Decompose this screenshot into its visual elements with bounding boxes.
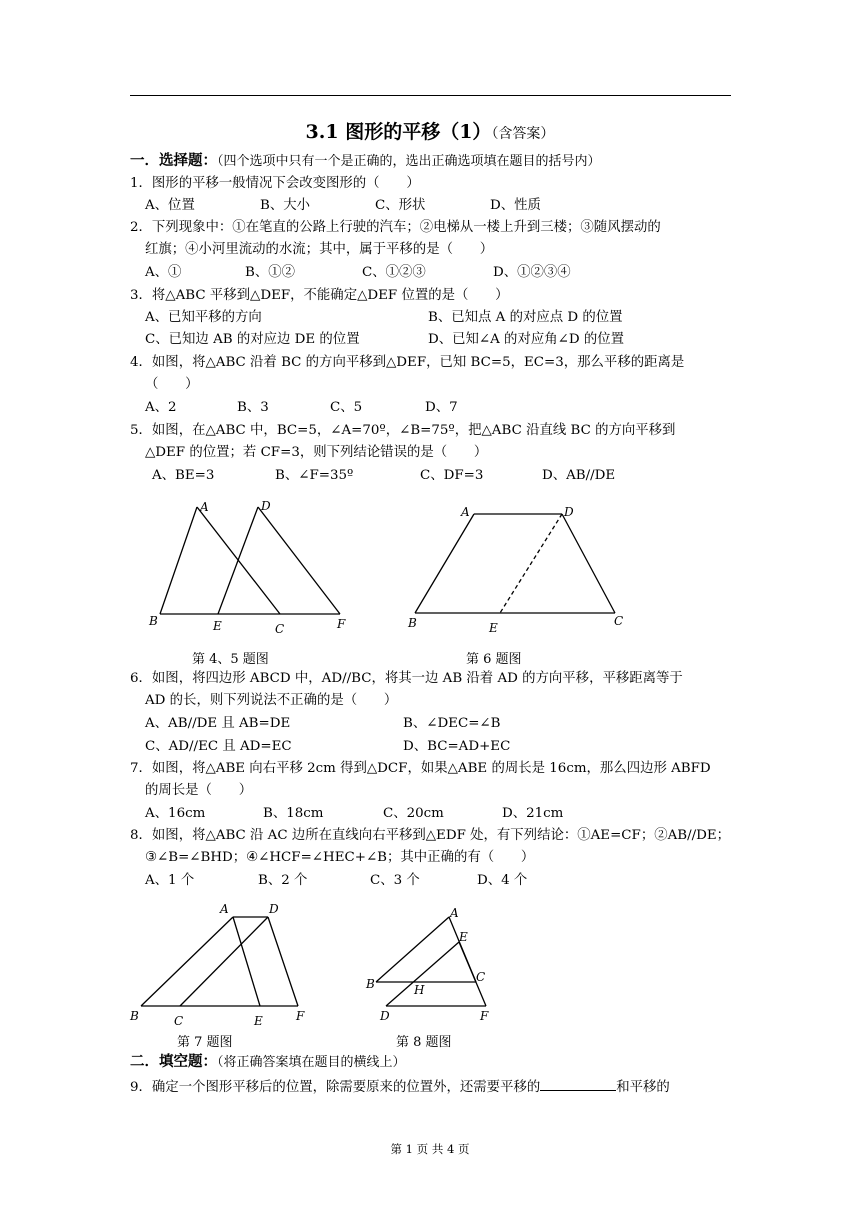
q7-line2: 的周长是（ ） (145, 783, 253, 798)
q8-line2: ③∠B=∠BHD；④∠HCF=∠HEC+∠B；其中正确的有（ ） (145, 850, 535, 865)
q6-option-d: D、BC=AD+EC (403, 739, 511, 754)
section2-header (130, 1053, 406, 1072)
fig6-label-c: C (614, 614, 624, 628)
fig8-line-ab (376, 917, 449, 982)
fig45-label-a: A (200, 500, 209, 514)
page-footer: 第 1 页 共 4 页 (390, 1142, 470, 1156)
q5-option-d: D、AB//DE (542, 468, 616, 483)
fig7-label-a: A (220, 902, 229, 916)
q5-line1: 5．如图，在△ABC 中，BC=5，∠A=70º，∠B=75º，把△ABC 沿直线 BC 的方向平移到 (130, 423, 676, 438)
fig8-label-a: A (450, 906, 459, 920)
q1-option-a: A、位置 (145, 198, 195, 213)
fig8-label-f: F (480, 1009, 489, 1023)
q6-line1: 6．如图，将四边形 ABCD 中，AD//BC，将其一边 AB 沿着 AD 的方向平移，平移距离等于 (130, 671, 683, 686)
q5-option-b: B、∠F=35º (275, 468, 354, 483)
q6-option-a: A、AB//DE 且 AB=DE (145, 716, 291, 731)
q2-line2: 红旗；④小河里流动的水流；其中，属于平移的是（ ） (145, 242, 494, 257)
fig45-label-f: F (337, 617, 346, 631)
q8-option-b: B、2 个 (258, 873, 308, 888)
q7-option-d: D、21cm (502, 806, 564, 821)
q9-blank[interactable] (540, 1077, 616, 1091)
fig7-label-e: E (254, 1014, 263, 1028)
section1-note: （四个选项中只有一个是正确的，选出正确选项填在题目的括号内） (217, 154, 601, 169)
q2-line1: 2．下列现象中：①在笔直的公路上行驶的汽车；②电梯从一楼上升到三楼；③随风摆动的 (130, 220, 661, 235)
q4-line2: （ ） (145, 377, 199, 392)
q8-line1: 8．如图，将△ABC 沿 AC 边所在直线向右平移到△EDF 处，有下列结论：①AE=CF；②AB//DE； (130, 828, 731, 843)
fig6-label-e: E (489, 621, 498, 635)
q4-option-c: C、5 (330, 400, 363, 415)
q3-option-d: D、已知∠A 的对应角∠D 的位置 (428, 332, 625, 347)
fig8-label-c: C (476, 970, 486, 984)
q5-line2: △DEF 的位置；若 CF=3，则下列结论错误的是（ ） (145, 445, 488, 460)
figure-7 (141, 917, 298, 1006)
fig6-label-d: D (564, 505, 574, 519)
q2-option-d: D、①②③④ (493, 265, 571, 280)
q2-option-c: C、①②③ (362, 265, 426, 280)
fig7-line-ab (141, 917, 233, 1006)
q8-option-a: A、1 个 (145, 873, 195, 888)
fig45-caption: 第 4、5 题图 (192, 652, 269, 667)
title-main: 3.1 图形的平移（1） (305, 121, 492, 143)
q3-option-b: B、已知点 A 的对应点 D 的位置 (428, 310, 623, 325)
q6-option-c: C、AD//EC 且 AD=EC (145, 739, 292, 754)
fig7-line-df (268, 917, 298, 1006)
fig6-line-ab (415, 514, 474, 613)
fig6-line-dc (562, 514, 615, 613)
q3-text: 3．将△ABC 平移到△DEF，不能确定△DEF 位置的是（ ） (130, 288, 509, 303)
fig8-label-b: B (366, 977, 375, 991)
q5-option-a: A、BE=3 (152, 468, 215, 483)
fig8-label-d: D (380, 1009, 390, 1023)
q6-line2: AD 的长，则下列说法不正确的是（ ） (145, 693, 398, 708)
fig7-line-ae (233, 917, 260, 1006)
figure-8 (376, 917, 486, 1006)
fig6-caption: 第 6 题图 (466, 652, 522, 667)
fig45-line-de (218, 507, 258, 614)
fig45-label-c: C (275, 622, 285, 636)
fig45-label-b: B (149, 614, 158, 628)
fig7-caption: 第 7 题图 (177, 1035, 233, 1050)
q1-text: 1．图形的平移一般情况下会改变图形的（ ） (130, 176, 420, 191)
fig45-line-ab (160, 507, 197, 614)
title-sub: （含答案） (491, 126, 555, 142)
q8-option-c: C、3 个 (370, 873, 420, 888)
q3-option-a: A、已知平移的方向 (145, 310, 262, 325)
section1-heading: 一．选择题： (130, 152, 217, 169)
q5-option-c: C、DF=3 (420, 468, 484, 483)
fig6-label-b: B (408, 616, 417, 630)
fig7-label-c: C (174, 1014, 184, 1028)
fig6-label-a: A (461, 505, 470, 519)
q7-line1: 7．如图，将△ABE 向右平移 2cm 得到△DCF，如果△ABE 的周长是 16cm，那么四边形 ABFD (130, 761, 711, 776)
fig8-caption: 第 8 题图 (396, 1035, 452, 1050)
q8-option-d: D、4 个 (477, 873, 528, 888)
q1-option-c: C、形状 (375, 198, 426, 213)
q4-option-d: D、7 (425, 400, 458, 415)
q2-option-a: A、① (145, 265, 182, 280)
fig8-label-e: E (459, 930, 468, 944)
q7-option-c: C、20cm (383, 806, 444, 821)
q1-option-b: B、大小 (260, 198, 311, 213)
figure-45 (160, 507, 340, 614)
q9-after: 和平移的 (616, 1080, 670, 1095)
q7-option-a: A、16cm (145, 806, 206, 821)
q2-option-b: B、①② (245, 265, 296, 280)
section2-note: （将正确答案填在题目的横线上） (217, 1055, 406, 1070)
q6-option-b: B、∠DEC=∠B (403, 716, 501, 731)
q4-option-a: A、2 (145, 400, 177, 415)
q1-option-d: D、性质 (490, 198, 541, 213)
q9-before: 9．确定一个图形平移后的位置，除需要原来的位置外，还需要平移的 (130, 1080, 541, 1095)
fig6-line-de-dashed (500, 514, 562, 613)
fig45-line-df (258, 507, 340, 614)
fig45-label-d: D (261, 499, 271, 513)
q9-text (130, 1077, 670, 1097)
section2-heading: 二．填空题： (130, 1053, 217, 1070)
fig45-label-e: E (213, 619, 222, 633)
fig7-label-b: B (130, 1009, 139, 1023)
fig8-label-h: H (414, 983, 425, 997)
q7-option-b: B、18cm (263, 806, 324, 821)
figure-6 (415, 514, 615, 613)
q3-option-c: C、已知边 AB 的对应边 DE 的位置 (145, 332, 360, 347)
q4-line1: 4．如图，将△ABC 沿着 BC 的方向平移到△DEF，已知 BC=5，EC=3，那么平移的距离是 (130, 355, 685, 370)
fig7-label-d: D (269, 902, 279, 916)
fig7-line-dc (180, 917, 268, 1006)
q4-option-b: B、3 (237, 400, 269, 415)
fig7-label-f: F (296, 1009, 305, 1023)
